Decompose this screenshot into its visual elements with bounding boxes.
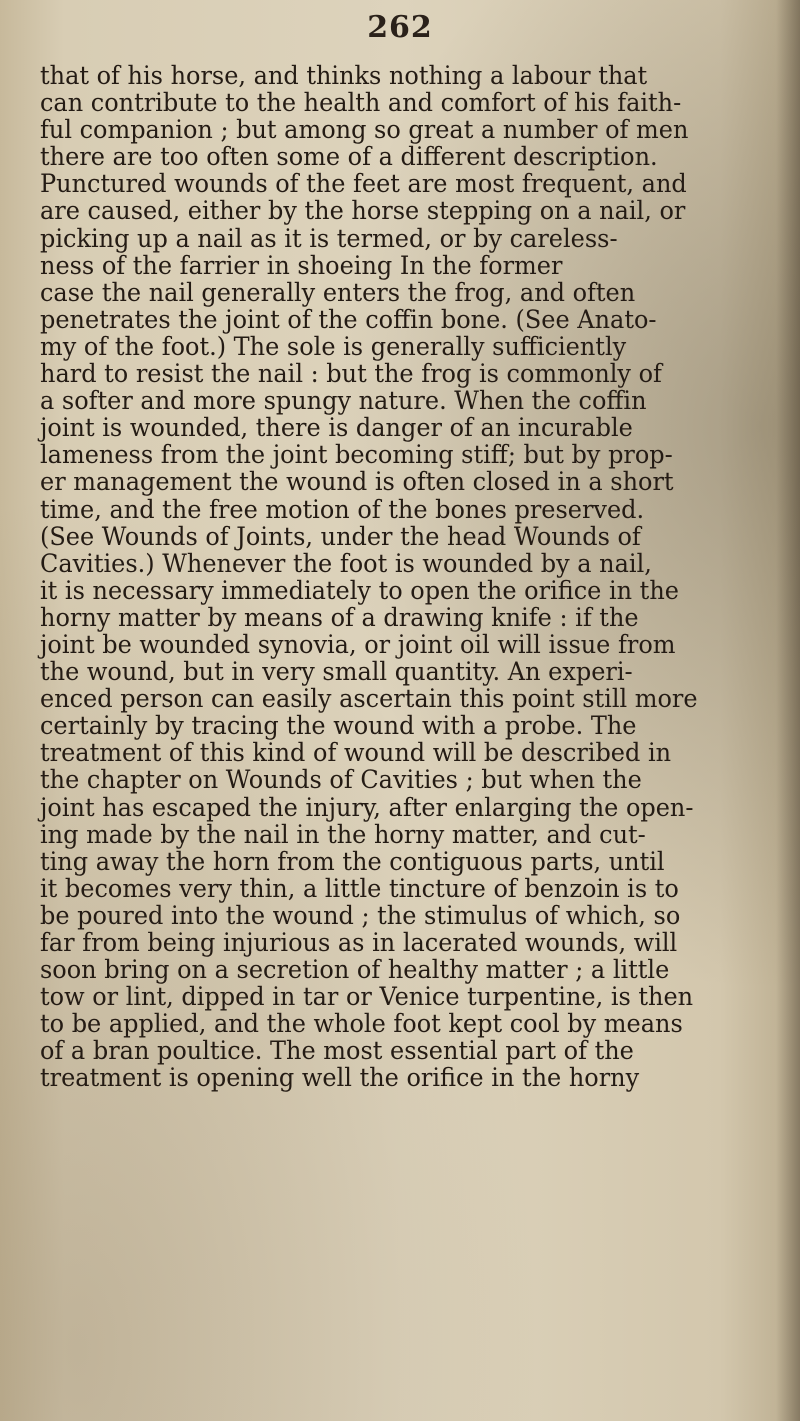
- text-line: to be applied, and the whole foot kept cool by means: [40, 1009, 683, 1039]
- text-line: my of the foot.) The sole is generally sufficiently: [40, 331, 627, 361]
- text-line: the wound, but in very small quantity. An experi-: [40, 657, 633, 687]
- text-line: joint has escaped the injury, after enlarging the open-: [40, 792, 694, 822]
- text-line: Punctured wounds of the feet are most frequent, and: [40, 169, 687, 199]
- text-line: be poured into the wound ; the stimulus of which, so: [40, 900, 681, 930]
- text-line: of a bran poultice. The most essential part of the: [40, 1036, 634, 1066]
- text-line: the chapter on Wounds of Cavities ; but when the: [40, 765, 642, 795]
- text-line: case the nail generally enters the frog, and often: [40, 277, 636, 307]
- text-line: ful companion ; but among so great a number of men: [40, 115, 689, 145]
- text-line: hard to resist the nail : but the frog is commonly of: [40, 359, 662, 389]
- text-line: penetrates the joint of the coffin bone. (See Anato-: [40, 304, 657, 334]
- text-line: it becomes very thin, a little tincture of benzoin is to: [40, 873, 679, 903]
- text-line: ing made by the nail in the horny matter, and cut-: [40, 819, 646, 849]
- text-line: enced person can easily ascertain this point still more: [40, 684, 698, 714]
- text-line: lameness from the joint becoming stiff; but by prop-: [40, 440, 673, 470]
- text-line: er management the wound is often closed in a short: [40, 467, 674, 497]
- text-line: joint be wounded synovia, or joint oil will issue from: [40, 629, 676, 659]
- text-line: tow or lint, dipped in tar or Venice turpentine, is then: [40, 982, 694, 1012]
- text-line: joint is wounded, there is danger of an incurable: [40, 413, 633, 443]
- text-line: certainly by tracing the wound with a probe. The: [40, 711, 637, 741]
- text-line: picking up a nail as it is termed, or by careless-: [40, 223, 618, 253]
- text-line: treatment of this kind of wound will be described in: [40, 738, 672, 768]
- body-text: [40, 62, 800, 1092]
- text-line: ness of the farrier in shoeing In the former: [40, 250, 563, 280]
- text-line: Cavities.) Whenever the foot is wounded by a nail,: [40, 548, 652, 578]
- text-line: there are too often some of a different description.: [40, 142, 658, 172]
- text-line: time, and the free motion of the bones preserved.: [40, 494, 645, 524]
- text-line: treatment is opening well the orifice in the horny: [40, 1063, 640, 1093]
- page-number: 262: [367, 10, 433, 45]
- text-line: are caused, either by the horse stepping on a nail, or: [40, 196, 686, 226]
- text-line: a softer and more spungy nature. When the coffin: [40, 386, 647, 416]
- text-line: that of his horse, and thinks nothing a labour that: [40, 61, 648, 90]
- text-line: it is necessary immediately to open the orifice in the: [40, 575, 679, 605]
- text-line: ting away the horn from the contiguous parts, until: [40, 846, 665, 876]
- text-line: (See Wounds of Joints, under the head Wounds of: [40, 521, 641, 551]
- text-line: can contribute to the health and comfort of his faith-: [40, 88, 682, 118]
- text-line: horny matter by means of a drawing knife : if the: [40, 602, 639, 632]
- text-line: soon bring on a secretion of healthy matter ; a little: [40, 955, 670, 985]
- text-line: far from being injurious as in lacerated wounds, will: [40, 928, 678, 957]
